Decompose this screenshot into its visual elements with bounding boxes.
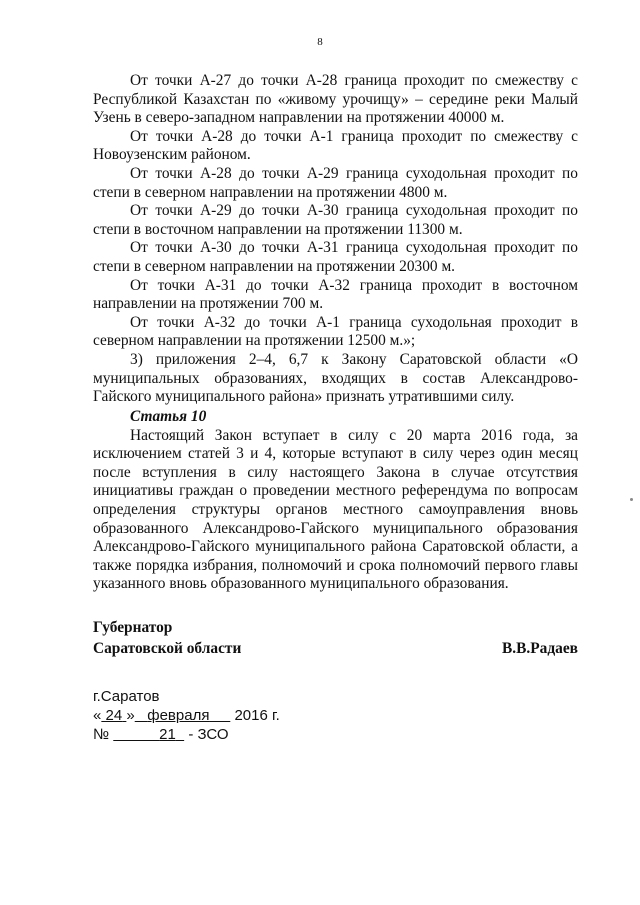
signing-date [93, 706, 280, 725]
city: г.Саратов [93, 688, 160, 705]
paragraph-a32-a1: От точки А-32 до точки А-1 граница суходольная проходит в северном направлении на протяжении 12500 м.»; [93, 313, 578, 350]
paragraph-a28-a1: От точки А-28 до точки А-1 граница проходит по смежеству с Новоузенским районом. [93, 127, 578, 164]
paragraph-repeal-appendices: 3) приложения 2–4, 6,7 к Закону Саратовской области «О муниципальных образованиях, входящих в состав Александрово-Гайского муниципального района» признать утратившими силу. [93, 350, 578, 406]
number-prefix: № [93, 726, 110, 743]
document-footer [93, 687, 280, 744]
paragraph-a30-a31: От точки А-30 до точки А-31 граница суходольная проходит по степи в северном направлении на протяжении 20300 м. [93, 239, 578, 275]
paragraph-a28-a29: От точки А-28 до точки А-29 граница суходольная проходит по степи в северном направлении на протяжении 4800 м. [93, 164, 578, 201]
scan-dot [630, 498, 633, 501]
governor-title: Губернатор [93, 619, 173, 636]
article-title: Статья 10 [130, 408, 207, 425]
governor-name: В.В.Радаев [502, 640, 578, 657]
number-value: 21 [159, 726, 176, 743]
date-close-quote: » [126, 707, 135, 724]
page-number: 8 [317, 36, 323, 48]
paragraph-a27-a28: От точки А-27 до точки А-28 граница проходит по смежеству с Республикой Казахстан по «живому урочищу» – середине реки Малый Узень в северо-западном направлении на протяжении 40000 м. [93, 72, 578, 127]
article-text: Настоящий Закон вступает в силу с 20 марта 2016 года, за исключением статей 3 и 4, которые вступают в силу через один месяц после вступления в силу настоящего Закона в случае отсутствия инициативы граждан о проведении местного референдума по вопросам определения структуры органов местного самоуправления вновь образованного Александрово-Гайского муниципального образования Александрово-Гайского муниципального района Саратовской области, а также порядка избрания, полномочий и срока полномочий первого главы указанного вновь образованного муниципального образования. [93, 426, 578, 593]
amendment-text [93, 72, 578, 407]
date-open-quote: « [93, 707, 102, 724]
article-10 [93, 408, 578, 594]
number-suffix: - ЗСО [188, 726, 229, 743]
paragraph-a31-a32: От точки А-31 до точки А-32 граница проходит в восточном направлении на протяжении 700 м. [93, 276, 578, 313]
governor-region: Саратовской области [93, 640, 242, 657]
paragraph-a29-a30: От точки А-29 до точки А-30 граница суходольная проходит по степи в восточном направлении на протяжении 11300 м. [93, 202, 578, 238]
date-month: февраля [147, 707, 210, 724]
law-number [93, 725, 280, 744]
date-year: 2016 г. [234, 707, 280, 724]
signature-block [93, 617, 578, 659]
date-day: 24 [105, 707, 123, 724]
